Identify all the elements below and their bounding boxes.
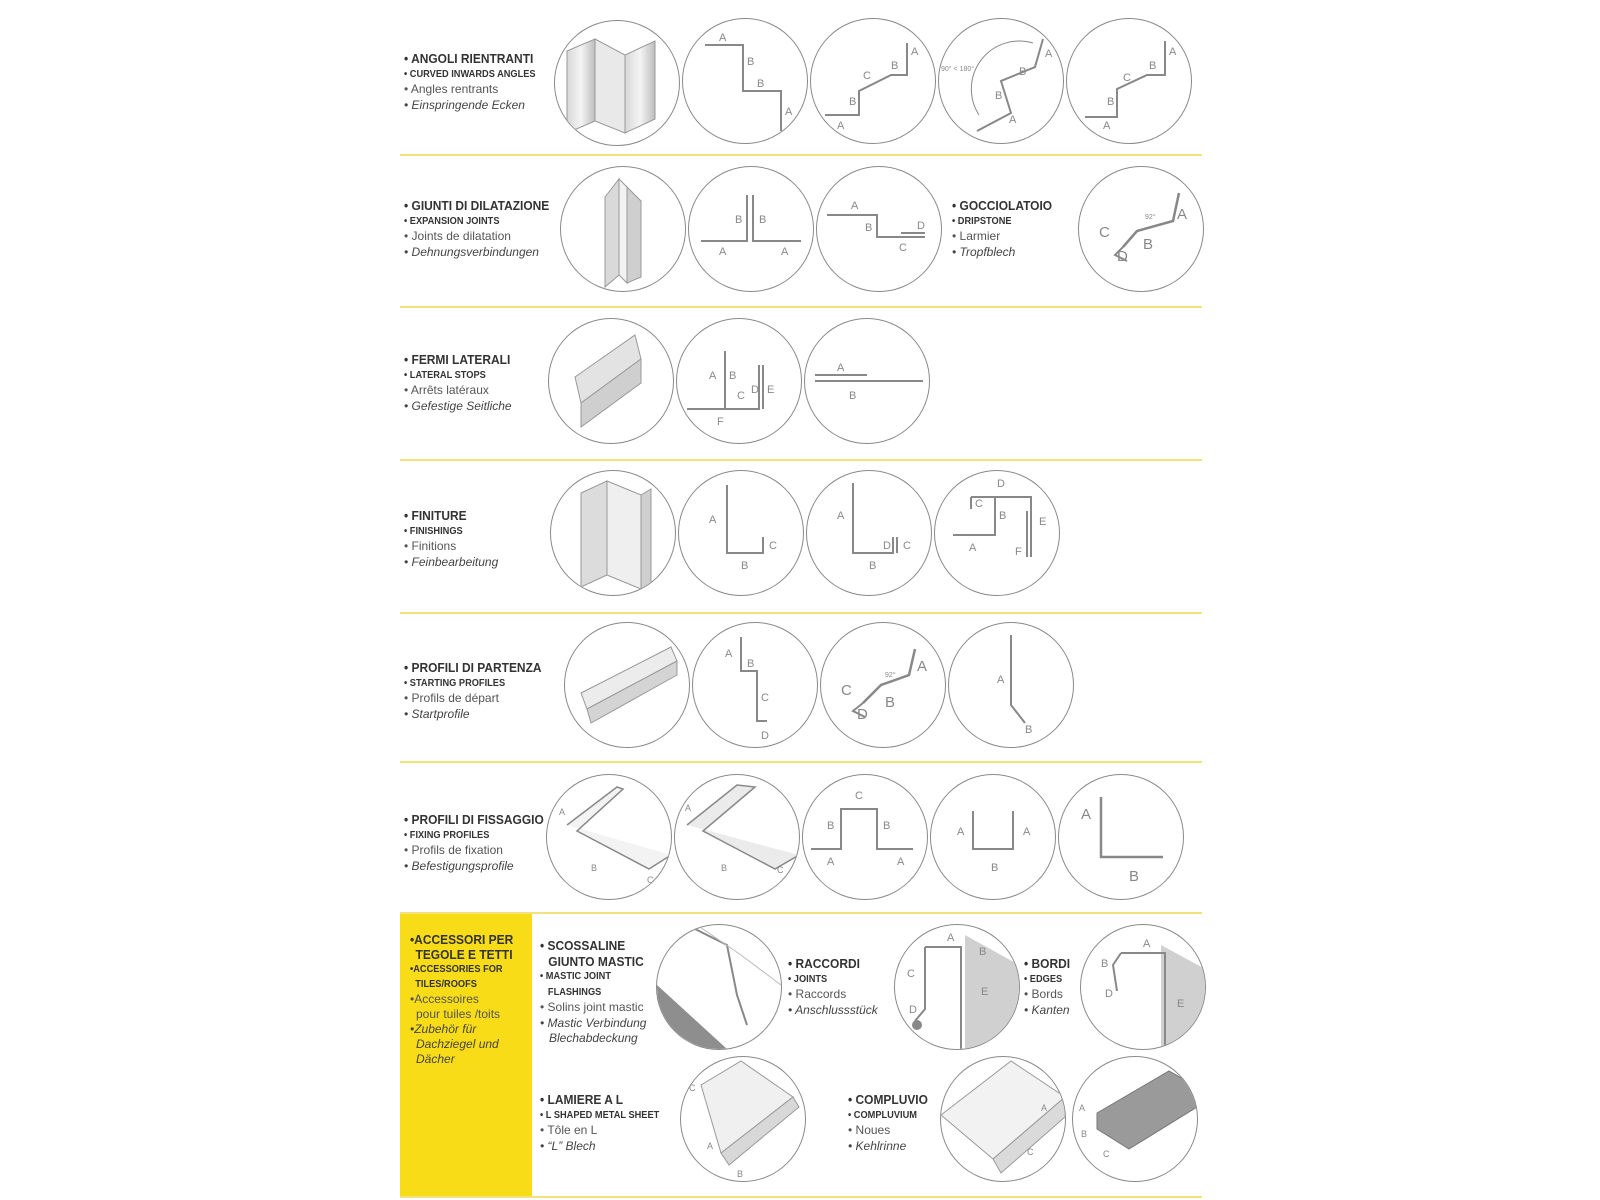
label-fr: • Noues xyxy=(848,1123,891,1137)
dim-a2: A xyxy=(1169,46,1177,58)
dim-d: D xyxy=(761,730,769,742)
dim-b: B xyxy=(721,863,728,873)
dim-c: C xyxy=(1123,72,1131,84)
dim-b: B xyxy=(885,694,896,711)
diagram-finishing-3 xyxy=(934,470,1060,596)
dim-b: B xyxy=(735,214,743,226)
label-gocciolatoio xyxy=(952,198,1061,260)
label-fr-1: •Accessoires xyxy=(410,992,479,1006)
angle-note: 90° < 180° xyxy=(941,66,975,73)
diagram-starting-profile-1 xyxy=(692,622,818,748)
label-de-1: •Zubehör für xyxy=(410,1022,477,1036)
diagram-dripstone xyxy=(1078,166,1204,292)
label-fr: • Larmier xyxy=(952,229,1001,243)
label-de: • Anschlussstück xyxy=(788,1002,878,1017)
label-fr: • Bords xyxy=(1024,987,1063,1001)
dim-b2: B xyxy=(883,820,891,832)
label-it: • PROFILI DI FISSAGGIO xyxy=(404,812,544,827)
dim-b: B xyxy=(979,946,987,958)
label-en: • EXPANSION JOINTS xyxy=(404,214,500,227)
row-partenza xyxy=(400,620,1202,750)
label-it: • RACCORDI xyxy=(788,956,860,971)
dim-d: D xyxy=(751,384,759,396)
row-separator xyxy=(400,1196,1202,1198)
label-it-2: TEGOLE E TETTI xyxy=(415,947,513,962)
dim-a: A xyxy=(685,803,692,813)
diagram-l-sheet xyxy=(680,1056,806,1182)
label-fr: • Tôle en L xyxy=(540,1123,598,1137)
dim-a: A xyxy=(709,514,717,526)
label-en: • DRIPSTONE xyxy=(952,214,1012,227)
row-fermi xyxy=(400,318,1202,448)
dim-e: E xyxy=(1177,998,1185,1010)
dim-a2: A xyxy=(781,246,789,258)
label-en: • LATERAL STOPS xyxy=(404,368,486,381)
dim-b: B xyxy=(1081,1129,1088,1139)
label-it: • FINITURE xyxy=(404,508,467,523)
dim-b: B xyxy=(827,820,835,832)
dim-b: B xyxy=(747,56,755,68)
dim-a: A xyxy=(1009,114,1017,126)
label-de: • Kehlrinne xyxy=(848,1138,907,1153)
label-it: • COMPLUVIO xyxy=(848,1092,928,1107)
dim-c: C xyxy=(761,692,769,704)
diagram-step-profile xyxy=(682,18,808,144)
label-fr: • Solins joint mastic xyxy=(540,1000,644,1014)
diagram-fixing-profile-2 xyxy=(674,774,800,900)
profile-photo xyxy=(550,470,676,596)
dim-b: B xyxy=(729,370,737,382)
dim-c: C xyxy=(903,540,911,552)
label-de: • Dehnungsverbindungen xyxy=(404,244,539,259)
dim-d: D xyxy=(909,1004,917,1016)
dim-f: F xyxy=(1015,546,1022,558)
dim-b: B xyxy=(741,560,749,572)
diagram-lateral-stop-2 xyxy=(804,318,930,444)
row-fissaggio xyxy=(400,772,1202,904)
dim-d: D xyxy=(997,478,1005,490)
diagram-lateral-stop-1 xyxy=(676,318,802,444)
dim-c: C xyxy=(841,682,852,699)
dim-c: C xyxy=(975,498,983,510)
dim-a: A xyxy=(1177,206,1188,223)
dim-b: B xyxy=(999,510,1007,522)
label-partenza xyxy=(404,660,553,722)
dim-a2: A xyxy=(911,46,919,58)
label-en: • EDGES xyxy=(1024,972,1063,985)
dim-a: A xyxy=(725,648,733,660)
dim-a2: A xyxy=(1045,48,1053,60)
dim-c: C xyxy=(1027,1147,1034,1157)
dim-a: A xyxy=(707,1141,714,1151)
label-fr: • Arrêts latéraux xyxy=(404,383,489,397)
dim-a: A xyxy=(957,826,965,838)
label-de: • Einspringende Ecken xyxy=(404,97,525,112)
label-en-1: •ACCESSORIES FOR xyxy=(410,963,503,975)
dim-b2: B xyxy=(891,60,899,72)
label-scossaline xyxy=(540,938,653,1047)
label-en-2: FLASHINGS xyxy=(547,985,602,998)
label-de: • “L” Blech xyxy=(540,1138,596,1153)
dim-a: A xyxy=(1081,806,1092,823)
diagram-compluvium-1 xyxy=(940,1056,1066,1182)
dim-a: A xyxy=(837,510,845,522)
label-de: • Befestigungsprofile xyxy=(404,858,514,873)
diagram-starting-profile-2 xyxy=(820,622,946,748)
dim-b: B xyxy=(995,90,1003,102)
dim-b2: B xyxy=(1019,66,1027,78)
label-fr: • Profils de départ xyxy=(404,691,499,705)
dim-a: A xyxy=(917,658,928,675)
label-de: • Gefestige Seitliche xyxy=(404,398,512,413)
dim-b: B xyxy=(747,658,755,670)
label-bordi xyxy=(1024,956,1074,1018)
dim-a: A xyxy=(851,200,859,212)
label-compluvio xyxy=(848,1092,935,1154)
row-separator xyxy=(400,306,1202,308)
dim-c: C xyxy=(737,390,745,402)
label-de: • Feinbearbeitung xyxy=(404,554,499,569)
label-it: • FERMI LATERALI xyxy=(404,352,511,367)
dim-a: A xyxy=(947,932,955,944)
label-it-1: • SCOSSALINE xyxy=(540,938,626,953)
label-it-2: GIUNTO MASTIC xyxy=(548,953,644,969)
dim-a: A xyxy=(969,542,977,554)
dim-b2: B xyxy=(1149,60,1157,72)
profile-photo xyxy=(554,20,680,146)
dim-b: B xyxy=(1107,96,1115,108)
dim-d: D xyxy=(883,540,891,552)
label-en: • COMPLUVIUM xyxy=(848,1108,917,1121)
dim-a: A xyxy=(709,370,717,382)
label-fr: • Angles rentrants xyxy=(404,82,499,96)
dim-a2: A xyxy=(897,856,905,868)
label-de: • Startprofile xyxy=(404,706,470,721)
dim-b: B xyxy=(737,1169,744,1179)
row-separator xyxy=(400,761,1202,763)
label-en: • CURVED INWARDS ANGLES xyxy=(404,67,536,80)
dim-b: B xyxy=(849,96,857,108)
label-fr: • Joints de dilatation xyxy=(404,229,511,243)
dim-b: B xyxy=(1025,724,1033,736)
dim-a: A xyxy=(1041,1103,1048,1113)
diagram-expansion-joint-2 xyxy=(816,166,942,292)
label-de: • Kanten xyxy=(1024,1002,1070,1017)
label-finiture xyxy=(404,508,498,570)
profile-photo xyxy=(548,318,674,444)
label-raccordi xyxy=(788,956,878,1018)
label-fissaggio xyxy=(404,812,556,874)
dim-c: C xyxy=(855,790,863,802)
row-separator xyxy=(400,459,1202,461)
label-it: • BORDI xyxy=(1024,956,1071,971)
label-de-3: Dächer xyxy=(416,1052,455,1066)
dim-b2: B xyxy=(757,78,765,90)
dim-c: C xyxy=(647,875,654,885)
label-it: • PROFILI DI PARTENZA xyxy=(404,660,542,675)
diagram-angle-profile-3 xyxy=(1066,18,1192,144)
label-en: • JOINTS xyxy=(788,972,828,985)
label-en: • L SHAPED METAL SHEET xyxy=(540,1108,660,1121)
diagram-fixing-profile-1 xyxy=(546,774,672,900)
label-de-1: • Mastic Verbindung xyxy=(540,1015,647,1030)
diagram-finishing-1 xyxy=(678,470,804,596)
dim-d: D xyxy=(917,220,925,232)
label-en-1: • MASTIC JOINT xyxy=(540,970,612,982)
diagram-edge xyxy=(1080,924,1206,1050)
dim-e: E xyxy=(1039,516,1047,528)
accessories-panel xyxy=(400,914,532,1196)
label-angoli xyxy=(404,51,554,113)
dim-deg: 92° xyxy=(885,672,896,679)
label-fr-2: pour tuiles /toits xyxy=(416,1007,501,1021)
row-angoli xyxy=(400,18,1202,150)
dim-b: B xyxy=(869,560,877,572)
dim-b: B xyxy=(1129,868,1140,885)
dim-c: C xyxy=(777,865,784,875)
dim-c: C xyxy=(1099,224,1110,241)
profile-photo xyxy=(560,166,686,292)
dim-b: B xyxy=(865,222,873,234)
diagram-fixing-profile-3 xyxy=(802,774,928,900)
label-it: • LAMIERE A L xyxy=(540,1092,624,1107)
label-it: • GIUNTI DI DILATAZIONE xyxy=(404,198,550,213)
label-fr: • Raccords xyxy=(788,987,847,1001)
label-it-1: •ACCESSORI PER xyxy=(410,932,514,947)
diagram-raccordo xyxy=(894,924,1020,1050)
label-de: • Tropfblech xyxy=(952,244,1016,259)
dim-a: A xyxy=(837,120,845,132)
dim-a2: A xyxy=(1023,826,1031,838)
dim-f: F xyxy=(717,416,724,428)
dim-a2: A xyxy=(785,106,793,118)
dim-a: A xyxy=(719,32,727,44)
label-de-2: Blechabdeckung xyxy=(549,1031,638,1045)
dim-d: D xyxy=(857,706,868,723)
dim-c: C xyxy=(907,968,915,980)
label-fermi xyxy=(404,352,520,414)
dim-deg: 92° xyxy=(1145,214,1156,221)
row-separator xyxy=(400,612,1202,614)
profile-photo xyxy=(564,622,690,748)
label-fr: • Profils de fixation xyxy=(404,843,503,857)
dim-e: E xyxy=(767,384,775,396)
dim-a: A xyxy=(837,362,845,374)
dim-b: B xyxy=(1143,236,1154,253)
dim-c: C xyxy=(863,70,871,82)
dim-a: A xyxy=(827,856,835,868)
diagram-fixing-profile-5 xyxy=(1058,774,1184,900)
dim-e: E xyxy=(981,986,989,998)
dim-d: D xyxy=(1105,988,1113,1000)
label-it: • ANGOLI RIENTRANTI xyxy=(404,51,534,66)
label-giunti xyxy=(404,198,562,260)
row-separator xyxy=(400,154,1202,156)
diagram-expansion-joint-1 xyxy=(688,166,814,292)
diagram-angle-profile-2 xyxy=(938,18,1064,144)
dim-c: C xyxy=(1103,1149,1110,1159)
diagram-compluvium-2 xyxy=(1072,1056,1198,1182)
label-en: • FIXING PROFILES xyxy=(404,828,490,841)
dim-a: A xyxy=(559,807,566,817)
label-accessori xyxy=(410,932,522,1067)
row-giunti xyxy=(400,166,1202,296)
diagram-fixing-profile-4 xyxy=(930,774,1056,900)
dim-d: D xyxy=(1117,248,1128,265)
label-en: • FINISHINGS xyxy=(404,524,463,537)
label-it: • GOCCIOLATOIO xyxy=(952,198,1053,213)
dim-b2: B xyxy=(759,214,767,226)
dim-b: B xyxy=(1101,958,1109,970)
diagram-mastic-flashing xyxy=(656,924,782,1050)
diagram-angle-profile-1 xyxy=(810,18,936,144)
dim-a: A xyxy=(1143,938,1151,950)
dim-b: B xyxy=(849,390,857,402)
dim-c: C xyxy=(899,242,907,254)
label-en-2: TILES/ROOFS xyxy=(415,978,477,990)
row-finiture xyxy=(400,470,1202,600)
dim-a: A xyxy=(997,674,1005,686)
dim-a: A xyxy=(1103,120,1111,132)
dim-a: A xyxy=(719,246,727,258)
diagram-finishing-2 xyxy=(806,470,932,596)
diagram-starting-profile-3 xyxy=(948,622,1074,748)
dim-a: A xyxy=(1079,1103,1086,1113)
dim-b: B xyxy=(991,862,999,874)
dim-b: B xyxy=(591,863,598,873)
dim-c: C xyxy=(769,540,777,552)
label-lamiere xyxy=(540,1092,676,1154)
label-en: • STARTING PROFILES xyxy=(404,676,506,689)
dim-c: C xyxy=(689,1083,696,1093)
label-fr: • Finitions xyxy=(404,539,457,553)
label-de-2: Dachziegel und xyxy=(416,1037,499,1051)
